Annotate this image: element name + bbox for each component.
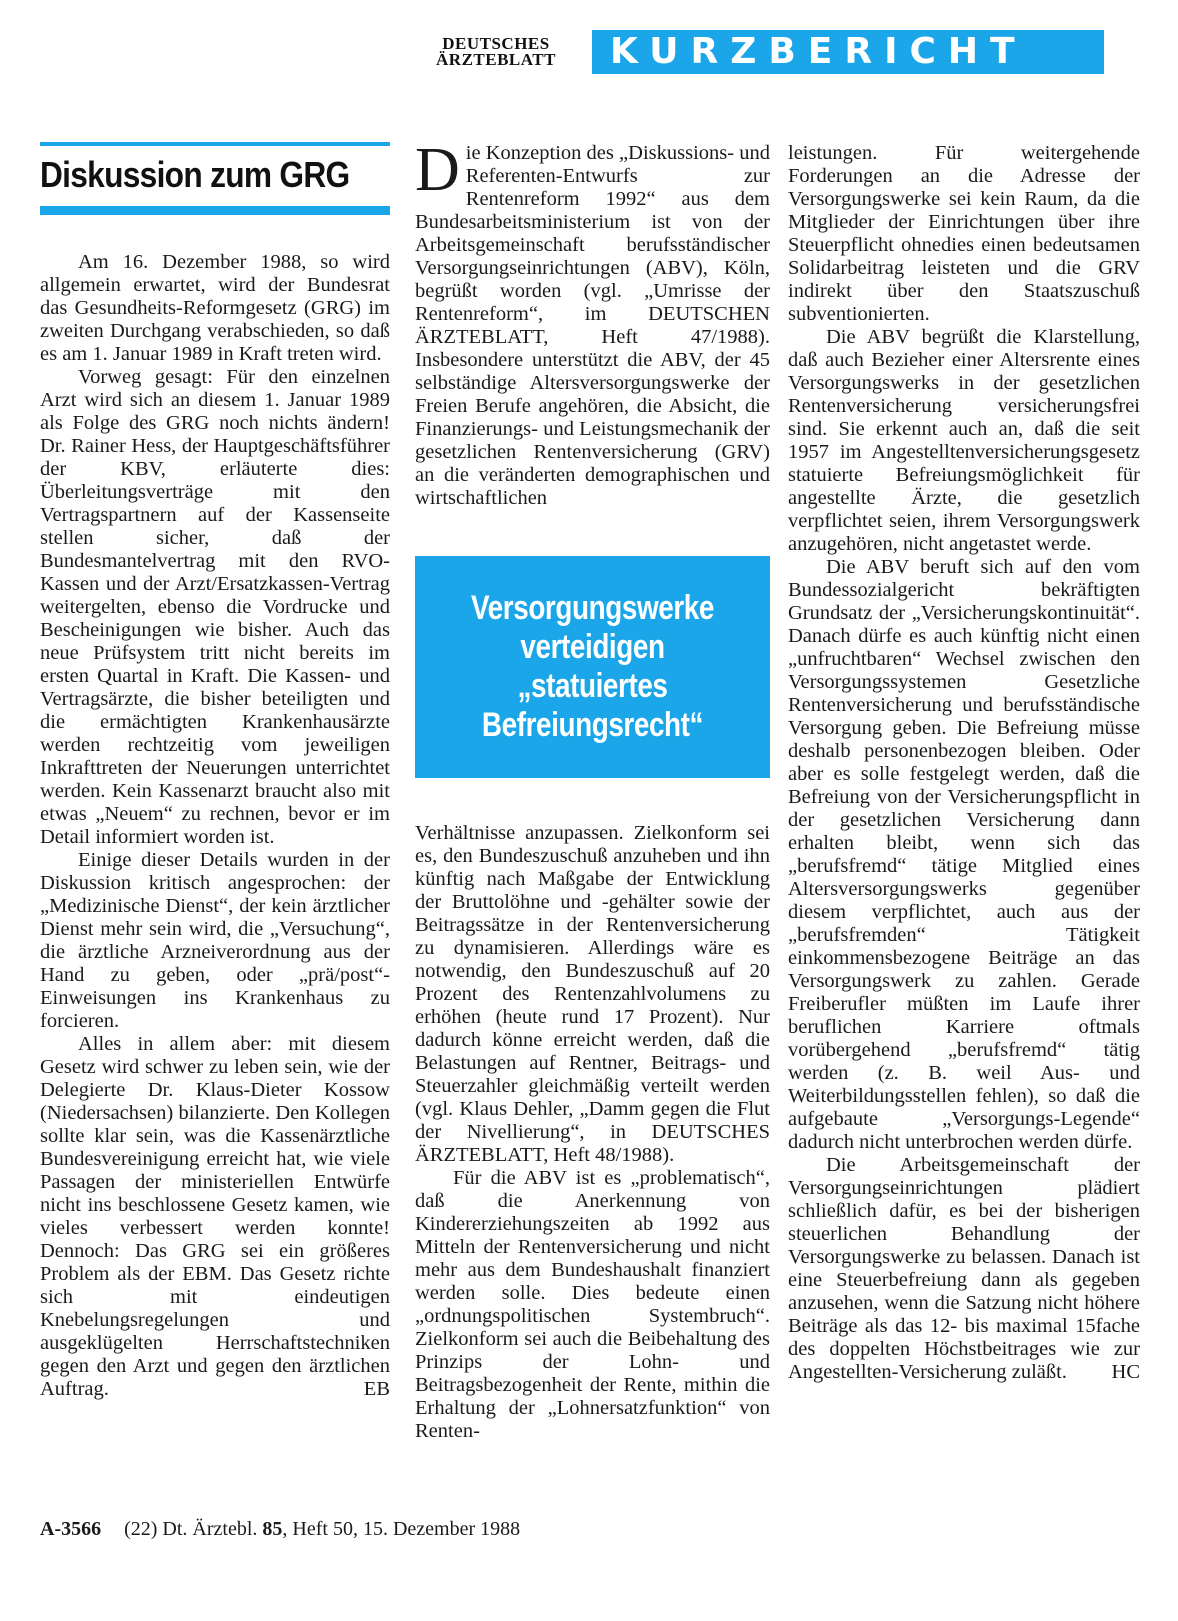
article-column-1 (40, 142, 390, 1401)
article2-lead-paragraph (415, 136, 770, 510)
publication-name-line2: ÄRZTEBLATT (436, 50, 556, 69)
article1-paragraph: Einige dieser Details wurden in der Diskussion kritisch angesprochen: der „Medizinische Dienst“, der kein ärztlicher Dienst mehr sein wird, die „Versuchung“, die ärztliche Arzneiverordnung aus der Hand zu geben, oder „prä/post“-Einweisungen ins Krankenhaus zu forcieren. (40, 849, 390, 1032)
citation-volume: 85 (262, 1518, 283, 1540)
article1-paragraph: Vorweg gesagt: Für den einzelnen Arzt wird sich an diesem 1. Januar 1989 als Folge des GRG noch nichts ändern! Dr. Rainer Hess, der Hauptgeschäftsführer der KBV, erläuterte dies: Überleitungsverträge mit den Vertragspartnern auf der Kassenseite stellen sicher, daß der Bundesmantelvertrag mit den RVO-Kassen und der Arzt/Ersatzkassen-Vertrag weitergelten, ebenso die Vordrucke und Bescheinigungen wie bisher. Auch das neue Prüfsystem tritt nicht bereits im ersten Quartal in Kraft. Die Kassen- und Vertragsärzte, die bisher beteiligten und die ermächtigten Krankenhausärzte werden rechtzeitig vom jeweiligen Inkrafttreten der Neuerungen unterrichtet werden. Kein Kassenarzt braucht also mit etwas „Neuem“ zu rechnen, bevor er im Detail informiert worden ist. (40, 366, 390, 848)
article2-paragraph: leistungen. Für weitergehende Forderungen an die Adresse der Versorgungswerke sei kein Raum, da die Mitglieder der Einrichtungen über ihre Steuerpflicht ohnedies einen bedeutsamen Solidarbeitrag leisteten und die GRV indirekt über den Staatszuschuß subventionierten. (788, 142, 1140, 325)
publication-name-line1: DEUTSCHES (442, 34, 550, 53)
article-column-3 (788, 142, 1140, 1384)
section-banner: KURZBERICHT (592, 30, 1104, 74)
citation-suffix: , Heft 50, 15. Dezember 1988 (282, 1518, 521, 1540)
headline-rule-bottom (40, 206, 390, 215)
article1-paragraph (40, 1033, 390, 1401)
article2-last-text: Die Arbeitsgemeinschaft der Versorgungseinrichtungen plädiert schließlich dafür, es bei der bisherigen steuerlichen Behandlung der Versorgungswerke zu belassen. Danach ist eine Steuerbefreiung dann als gegeben anzusehen, wenn die Satzung nicht höhere Beiträge als das 12- bis maximal 15fache des doppelten Höchstbeitrages wie zur Angestellten-Versicherung zuläßt. (788, 1154, 1140, 1383)
article2-paragraph (788, 1154, 1140, 1384)
pull-quote-box (415, 556, 770, 778)
article-column-2 (415, 136, 770, 1443)
page-code: A-3566 (40, 1518, 102, 1540)
article2-paragraph: Die ABV beruft sich auf den vom Bundessozialgericht bekräftigten Grundsatz der „Versicherungskontinuität“. Danach dürfe es auch künftig nicht einen „unfruchtbaren“ Wechsel zwischen den Versorgungssystemen Gesetzliche Rentenversicherung und berufsständische Versorgung geben. Die Befreiung müsse deshalb personenbezogen bleiben. Oder aber es solle festgelegt werden, daß die Befreiung von der Versicherungspflicht in der gesetzlichen Versicherung dann erhalten bleibt, wenn sich das „berufsfremd“ tätige Mitglied eines Altersversorgungswerks gegenüber diesem verpflichtet, auch aus der „berufsfremden“ Tätigkeit einkommensbezogene Beiträge an das Versorgungswerk zu zahlen. Gerade Freiberufler müßten im Laufe ihrer beruflichen Karriere oftmals vorübergehend „berufsfremd“ tätig werden (z. B. weil Aus- und Weiterbildungsstellen fehlen), so daß die aufgebaute „Versorgungs-Legende“ dadurch nicht unterbrochen werden dürfe. (788, 556, 1140, 1153)
article-headline: Diskussion zum GRG (40, 154, 350, 195)
article2-paragraph: Für die ABV ist es „problematisch“, daß die Anerkennung von Kindererziehungszeiten ab 1992 aus Mitteln der Rentenversicherung und nicht mehr aus dem Bundeshaushalt finanziert werden solle. Dies bedeute einen „ordnungspolitischen Systembruch“. Zielkonform sei auch die Beibehaltung des Prinzips der Lohn- und Beitragsbezogenheit der Rente, mithin die Erhaltung der „Lohnersatzfunktion“ von Renten- (415, 1167, 770, 1442)
article1-paragraph: Am 16. Dezember 1988, so wird allgemein erwartet, wird der Bundesrat das Gesundheits-Reformgesetz (GRG) im zweiten Durchgang verabschieden, so daß es am 1. Januar 1989 in Kraft treten wird. (40, 251, 390, 365)
author-signature: EB (363, 1378, 390, 1400)
author-signature: HC (1111, 1361, 1140, 1383)
article1-last-text: Alles in allem aber: mit diesem Gesetz wird schwer zu leben sein, wie der Delegierte Dr. Klaus-Dieter Kossow (Niedersachsen) bilanzierte. Den Kollegen sollte klar sein, was die Kassenärztliche Bundesvereinigung erreicht hat, wie viele Passagen der ministeriellen Entwürfe nicht ins beschlossene Gesetz kamen, wie vieles verbessert werden konnte! Dennoch: Das GRG sei ein größeres Problem als der EBM. Das Gesetz richte sich mit eindeutigen Knebelungsregelungen und ausgeklügelten Herrschaftstechniken gegen den Arzt und gegen den ärztlichen Auftrag. (40, 1033, 390, 1400)
publication-name (410, 36, 582, 68)
article2-lead-text: ie Konzeption des „Diskussions- und Referenten-Entwurfs zur Rentenreform 1992“ aus dem Bundesarbeitsministerium ist von der Arbeitsgemeinschaft berufsständischer Versorgungseinrichtungen (ABV), Köln, begrüßt worden (vgl. „Umrisse der Rentenreform“, im DEUTSCHEN ÄRZTEBLATT, Heft 47/1988). Insbesondere unterstützt die ABV, der 45 selbständige Altersversorgungswerke der Freien Berufe angehören, die Absicht, die Finanzierungs- und Leistungsmechanik der gesetzlichen Rentenversicherung (GRV) an die veränderten demographischen und wirtschaftlichen (415, 142, 770, 509)
drop-cap: D (415, 136, 460, 204)
page-footer (40, 1518, 520, 1541)
masthead (410, 30, 1150, 82)
article2-paragraph: Die ABV begrüßt die Klarstellung, daß auch Bezieher einer Altersrente eines Versorgungswerks in der gesetzlichen Rentenversicherung versicherungsfrei sind. Sie erkennt auch an, daß die seit 1957 im Angestelltenversicherungsgesetz statuierte Befreiungsmöglichkeit für angestellte Ärzte, die gesetzlich verpflichtet seien, ihrem Versorgungswerk anzugehören, nicht angetastet werde. (788, 326, 1140, 555)
citation-prefix: (22) Dt. Ärztebl. (124, 1518, 258, 1540)
headline-rule-top (40, 142, 390, 146)
article2-paragraph: Verhältnisse anzupassen. Zielkonform sei es, den Bundeszuschuß anzuheben und ihn künftig nach Maßgabe der Entwicklung der Bruttolöhne und -gehälter sowie der Beitragssätze in der Rentenversicherung zu dynamisieren. Allerdings wäre es notwendig, den Bundeszuschuß auf 20 Prozent des Rentenzahlvolumens zu erhöhen (heute rund 17 Prozent). Nur dadurch könne erreicht werden, daß die Belastungen auf Rentner, Beitrags- und Steuerzahler gleichmäßig verteilt werden (vgl. Klaus Dehler, „Damm gegen die Flut der Nivellierung“, in DEUTSCHES ÄRZTEBLATT, Heft 48/1988). (415, 822, 770, 1166)
pull-quote-text: Versorgungswerke verteidigen „statuiertes Befreiungsrecht“ (471, 589, 714, 744)
